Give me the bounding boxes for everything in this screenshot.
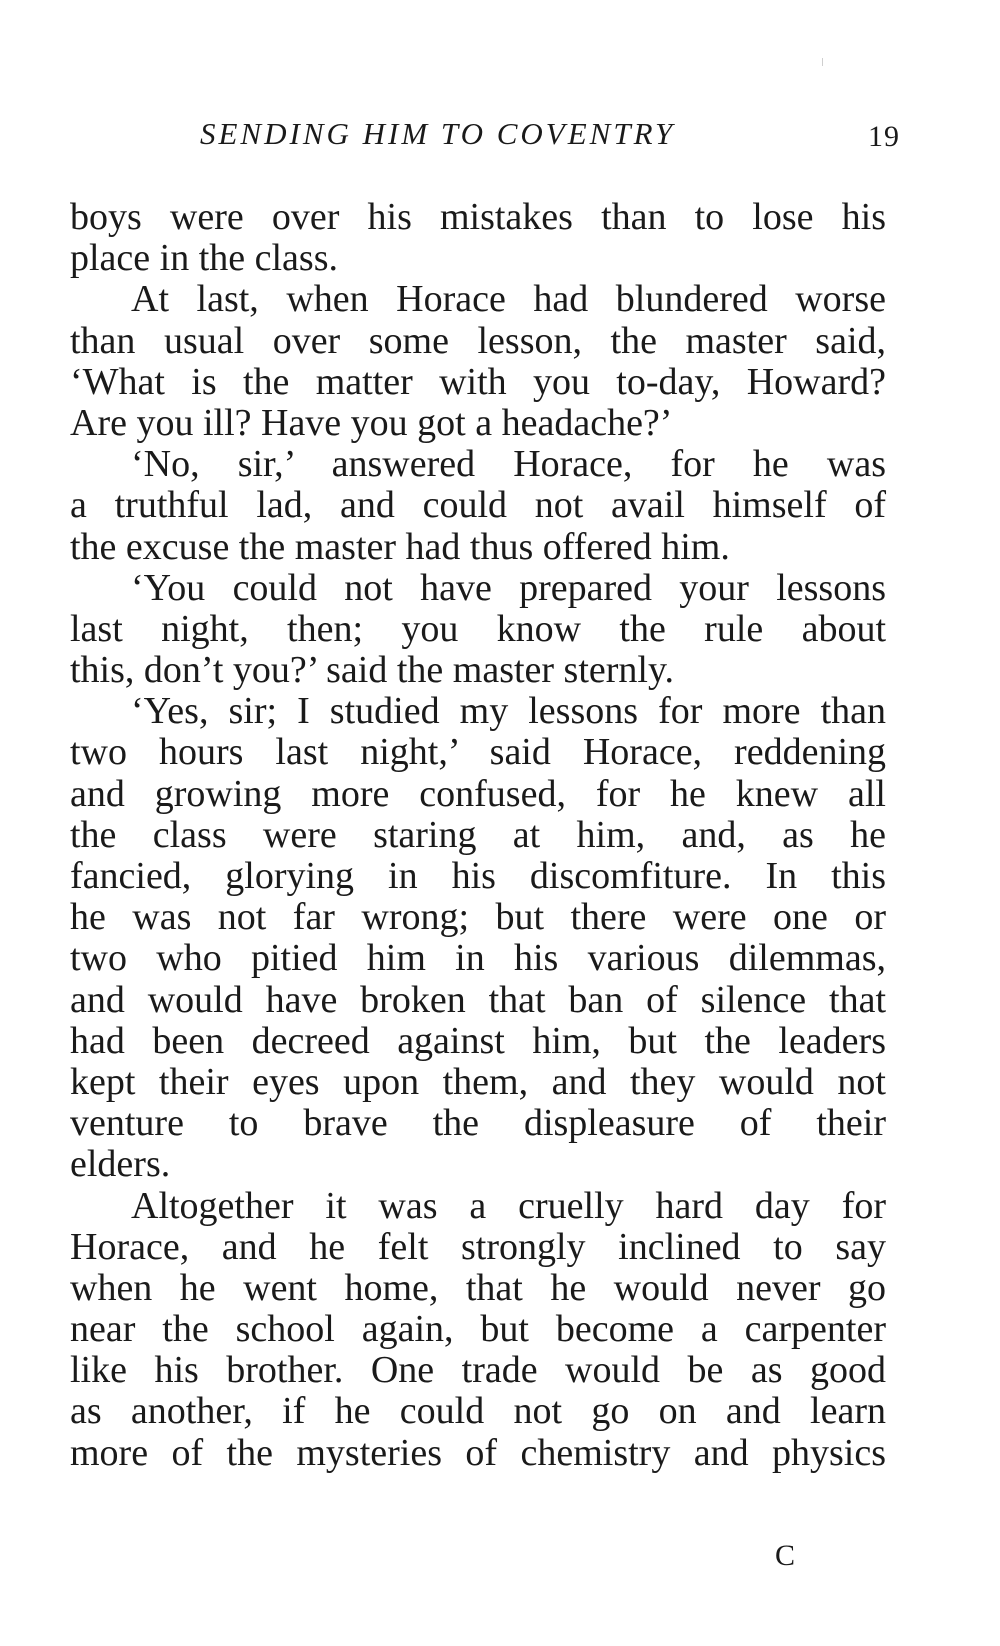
text-line: ‘You could not have prepared your lessons [131,566,886,609]
text-line: Horace, and he felt strongly inclined to say [70,1225,886,1268]
text-line: the class were staring at him, and, as he [70,813,886,856]
text-line: kept their eyes upon them, and they would not [70,1060,886,1103]
text-line: ‘No, sir,’ answered Horace, for he was [131,443,886,486]
text-line: this, don’t you?’ said the master sternly. [70,649,675,692]
running-head [200,116,900,156]
text-line: a truthful lad, and could not avail himself of [70,484,886,527]
text-line: Altogether it was a cruelly hard day for [131,1184,886,1227]
text-line: and growing more confused, for he knew all [70,772,886,815]
text-line: At last, when Horace had blundered worse [131,278,886,321]
text-line: ‘Yes, sir; I studied my lessons for more than [131,690,886,733]
text-line: near the school again, but become a carpenter [70,1308,886,1351]
text-line: place in the class. [70,237,339,280]
scan-mark [822,58,823,66]
page-number: 19 [868,120,900,153]
text-line: fancied, glorying in his discomfiture. In this [70,855,886,897]
text-line: ‘What is the matter with you to-day, Howard? [70,360,886,403]
text-line: elders. [70,1143,171,1186]
text-line: he was not far wrong; but there were one or [70,896,886,939]
text-line: two hours last night,’ said Horace, reddening [70,731,886,774]
text-line: boys were over his mistakes than to lose his [70,196,886,238]
text-line: two who pitied him in his various dilemmas, [70,937,886,980]
text-line: had been decreed against him, but the leaders [70,1019,886,1062]
text-line: like his brother. One trade would be as good [70,1349,886,1392]
text-line: as another, if he could not go on and learn [70,1390,886,1433]
signature-mark: C [775,1539,796,1572]
text-line: when he went home, that he would never go [70,1266,886,1309]
text-line: Are you ill? Have you got a headache?’ [70,401,673,444]
text-line: than usual over some lesson, the master said, [70,319,886,362]
text-line: venture to brave the displeasure of their [70,1102,886,1145]
text-line: more of the mysteries of chemistry and physics [70,1431,886,1474]
text-line: and would have broken that ban of silence that [70,978,886,1021]
body-text [70,197,886,1474]
text-line: the excuse the master had thus offered him. [70,525,730,568]
text-line: last night, then; you know the rule about [70,607,886,650]
running-title: SENDING HIM TO COVENTRY [200,116,676,151]
